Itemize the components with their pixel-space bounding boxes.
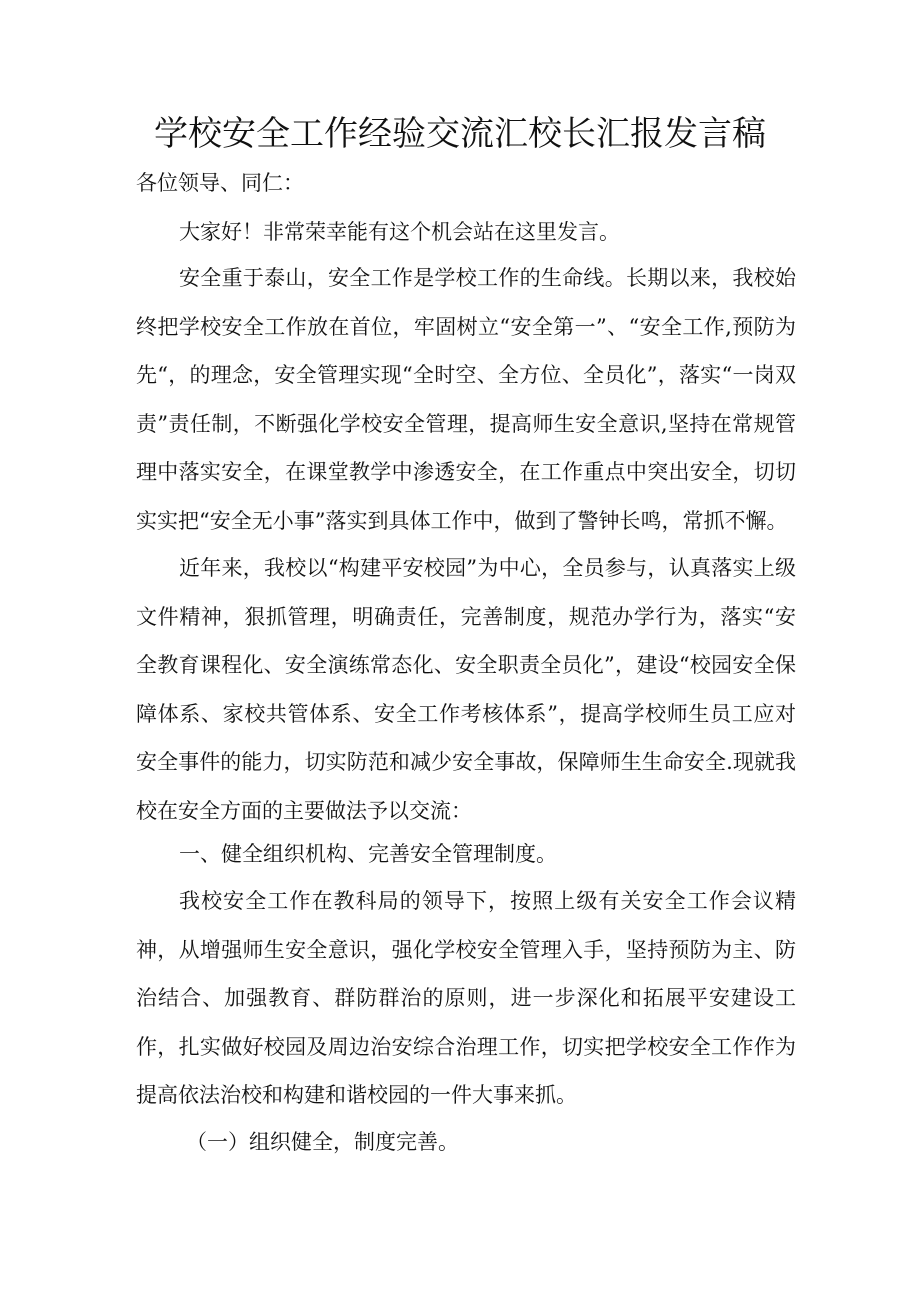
- paragraph-opening: 大家好！非常荣幸能有这个机会站在这里发言。: [179, 220, 620, 244]
- paragraph-education-bureau: 我校安全工作在教科局的领导下，按照上级有关安全工作会议精神，从增强师生安全意识，强化学校安全管理入手，坚持预防为主、防治结合、加强教育、群防群治的原则，进一步深化和拓展平安建设工作，扎实做好校园及周边治安综合治理工作，切实把学校安全工作作为提高依法治校和构建和谐校园的一件大事来抓。: [136, 889, 796, 1107]
- paragraph-safety-priority: 安全重于泰山，安全工作是学校工作的生命线。长期以来，我校始终把学校安全工作放在首位，牢固树立“安全第一”、“安全工作,预防为先“，的理念，安全管理实现“全时空、全方位、全员化”，落实“一岗双责”责任制，不断强化学校安全管理，提高师生安全意识,坚持在常规管理中落实安全，在课堂教学中渗透安全，在工作重点中突出安全，切切实实把“安全无小事”落实到具体工作中，做到了警钟长鸣，常抓不懈。: [136, 266, 796, 533]
- paragraph-recent-years: 近年来，我校以“构建平安校园”为中心，全员参与，认真落实上级文件精神，狠抓管理，明确责任，完善制度，规范办学行为，落实“安全教育课程化、安全演练常态化、安全职责全员化”，建设“校园安全保障体系、家校共管体系、安全工作考核体系”，提高学校师生员工应对安全事件的能力，切实防范和减少安全事故，保障师生生命安全.现就我校在安全方面的主要做法予以交流：: [136, 556, 796, 823]
- greeting: 各位领导、同仁：: [136, 171, 304, 195]
- section-heading-1: 一、健全组织机构、完善安全管理制度。: [179, 842, 557, 866]
- document-title: 学校安全工作经验交流汇校长汇报发言稿: [154, 114, 766, 154]
- subsection-heading-1: （一）组织健全，制度完善。: [186, 1130, 459, 1154]
